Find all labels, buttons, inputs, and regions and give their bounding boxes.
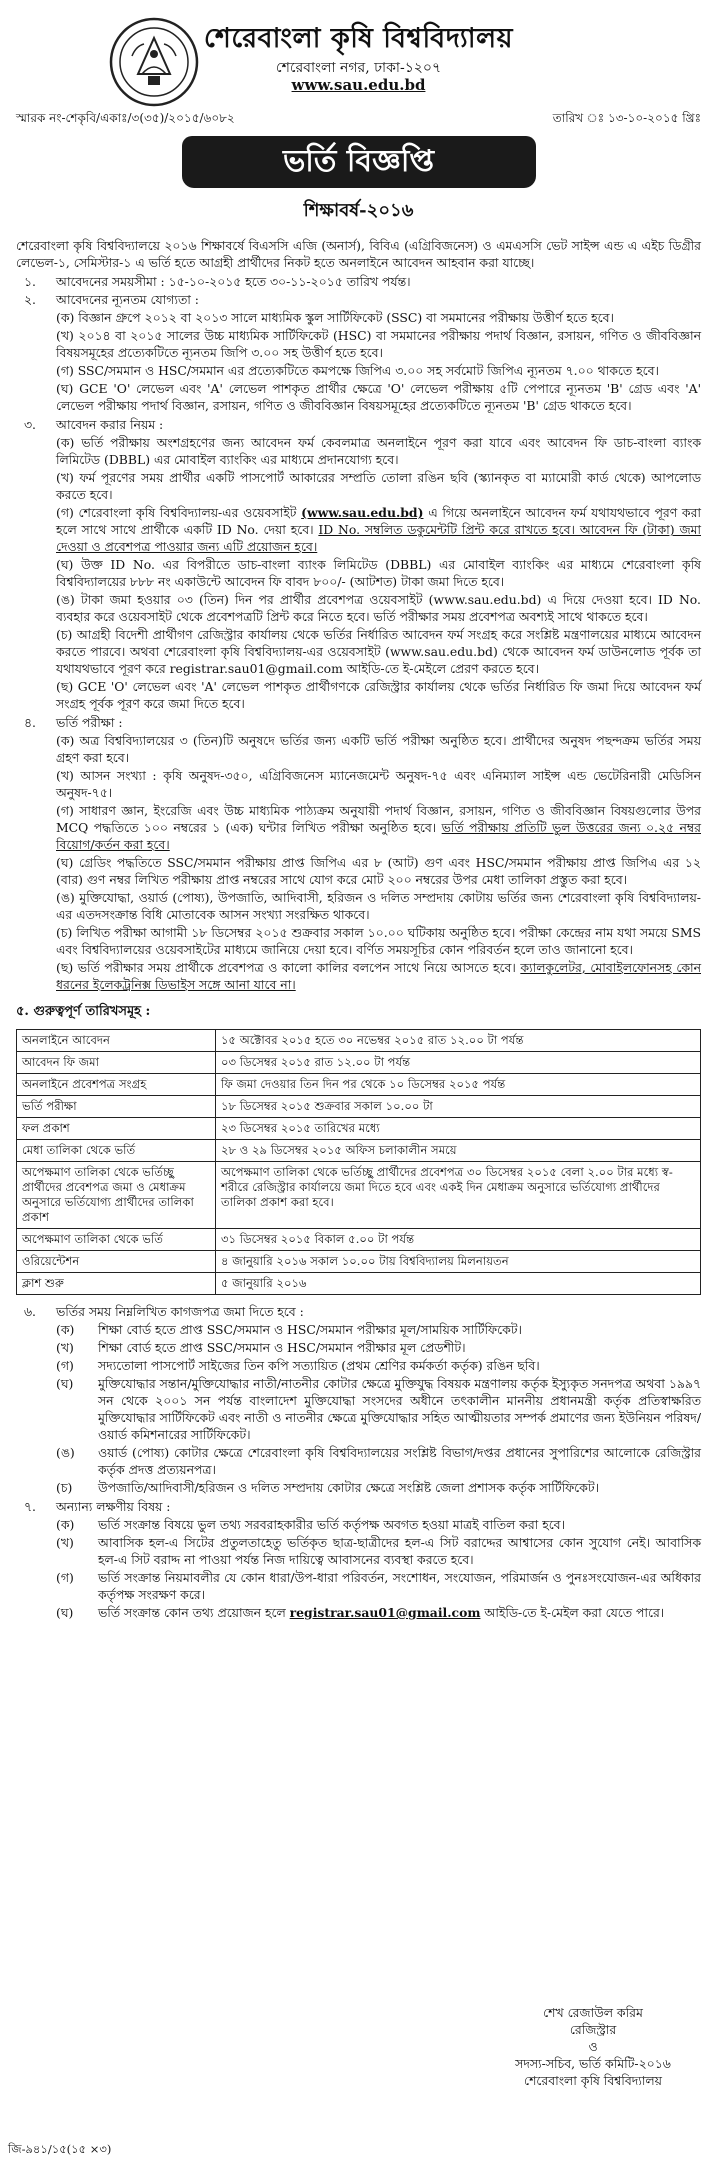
date-event-value: অপেক্ষমাণ তালিকা থেকে ভর্তিচ্ছু প্রার্থীদের প্রবেশপত্র ৩০ ডিসেম্বর ২০১৫ বেলা ২.০০ টার মধ্যে স্ব-শরীরে রেজিস্ট্রার কার্যালয়ে জমা দিতে হবে এবং একই দিন মেধাক্রম অনুসারে ভর্তিযোগ্য প্রার্থীদের তালিকা প্রকাশ করা হবে। — [216, 1162, 701, 1229]
list-item-text: উপজাতি/আদিবাসী/হরিজন ও দলিত সম্প্রদায় কোটার ক্ষেত্রে সংশ্লিষ্ট জেলা প্রশাসক কর্তৃক সার্টিফিকেট। — [98, 1480, 599, 1495]
important-dates-title: ৫. গুরুত্বপূর্ণ তারিখসমূহ : — [16, 1004, 151, 1019]
list-item-text: মুক্তিযোদ্ধার সন্তান/মুক্তিযোদ্ধার নাতী/নাতনীর কোটার ক্ষেত্রে মুক্তিযুদ্ধ বিষয়ক মন্ত্রণালয় কর্তৃক ইস্যুকৃত সনদপত্র অথবা ১৯৯৭ সন থেকে ২০০১ সন পর্যন্ত বাংলাদেশ মুক্তিযোদ্ধা সংসদের অধীনে তৎকালীন মাননীয় প্রধানমন্ত্রী কর্তৃক প্রতিস্বাক্ষরিত মুক্তিযোদ্ধার সার্টিফিকেট এবং নাতী ও নাতনীর ক্ষেত্রে মুক্তিযোদ্ধার সহিত আত্মীয়তার সম্পর্ক প্রমাণের জন্য ইউনিয়ন পরিষদ/ওয়ার্ড কমিশনারের সার্টিফিকেট। — [98, 1376, 702, 1442]
list-item — [56, 1516, 701, 1533]
list-item — [56, 1375, 701, 1443]
section-number: ৪. — [24, 715, 36, 730]
date-event-label: ওরিয়েন্টেশন — [17, 1251, 216, 1273]
list-item-text — [98, 1604, 701, 1621]
university-website-link[interactable]: www.sau.edu.bd — [291, 76, 426, 94]
section-title: আবেদনের ন্যূনতম যোগ্যতা : — [56, 292, 199, 307]
notice-title-banner: ভর্তি বিজ্ঞপ্তি — [182, 136, 536, 188]
list-item — [56, 1604, 701, 1621]
table-row — [17, 1074, 701, 1096]
exam-item — [56, 959, 701, 993]
exam-text: (গ) সাধারণ জ্ঞান, ইংরেজি এবং উচ্চ মাধ্যমিক পাঠ্যক্রম অনুযায়ী পদার্থ বিজ্ঞান, রসায়ন, গণিত ও জীববিজ্ঞান বিষয়গুলোর উপর MCQ পদ্ধতিতে ১০০ নম্বরের ১ (এক) ঘন্টার লিখিত পরীক্ষা অনুষ্ঠিত হবে। — [56, 803, 701, 835]
date-event-label: অপেক্ষমাণ তালিকা থেকে ভর্তিচ্ছু প্রার্থীদের প্রবেশপত্র জমা ও মেধাক্রম অনুসারে ভর্তিযোগ্য প্রার্থীদের তালিকা প্রকাশ — [17, 1162, 216, 1229]
date-event-value: ১৫ অক্টোবর ২০১৫ হতে ৩০ নভেম্বর ২০১৫ রাত ১২.০০ টা পর্যন্ত — [216, 1030, 701, 1052]
section-6 — [16, 1303, 701, 1497]
list-item-marker: (ক) — [56, 1517, 75, 1532]
date-event-label: অনলাইনে আবেদন — [17, 1030, 216, 1052]
date-event-label: ক্লাশ শুরু — [17, 1273, 216, 1295]
rule-text: (গ) শেরেবাংলা কৃষি বিশ্ববিদ্যালয়-এর ওয়েবসাইট — [56, 505, 302, 520]
section-number: ৭. — [24, 1499, 36, 1514]
university-name: শেরেবাংলা কৃষি বিশ্ববিদ্যালয় — [203, 23, 514, 54]
list-item-marker: (খ) — [56, 1340, 74, 1355]
date-event-label: আবেদন ফি জমা — [17, 1052, 216, 1074]
date-event-value: ২৮ ও ২৯ ডিসেম্বর ২০১৫ অফিস চলাকালীন সময়ে — [216, 1140, 701, 1162]
table-row — [17, 1030, 701, 1052]
signatory-and: ও — [588, 2039, 598, 2054]
table-row — [17, 1052, 701, 1074]
application-rule-item: (ক) ভর্তি পরীক্ষায় অংশগ্রহণের জন্য আবেদন ফর্ম কেবলমাত্র অনলাইনে পূরণ করা যাবে এবং আবেদন ফি ডাচ-বাংলা ব্যাংক লিমিটেড (DBBL) এর মোবাইল ব্যাংকিং এর মাধ্যমে প্রদানযোগ্য হবে। — [56, 435, 701, 467]
exam-item: (ঙ) মুক্তিযোদ্ধা, ওয়ার্ড (পোষ্য), উপজাতি, আদিবাসী, হরিজন ও দলিত সম্প্রদায় কোটায় ভর্তির জন্য শেরেবাংলা কৃষি বিশ্ববিদ্যালয়-এর এতদসংক্রান্ত বিধি মোতাবেক আসন সংখ্যা সংরক্ষিত থাকবে। — [56, 890, 701, 922]
date-event-label: অনলাইনে প্রবেশপত্র সংগ্রহ — [17, 1074, 216, 1096]
section-title: আবেদন করার নিয়ম : — [56, 417, 164, 432]
footer-reference: জি-৯৪১/১৫(১৫ ×৩) — [8, 2142, 112, 2156]
device-restriction-note: ক্যালকুলেটর, মোবাইলফোনসহ কোন ধরনের ইলেকট্রনিক্স ডিভাইস সঙ্গে আনা যাবে না। — [56, 960, 701, 992]
academic-session: শিক্ষাবর্ষ-২০১৬ — [303, 200, 414, 221]
rule-text: এ গিয়ে অনলাইনে আবেদন ফর্ম যথাযথভাবে পূরণ করা হলে সাথে সাথে প্রার্থীকে একটি ID No. দেয়া হবে। — [56, 505, 701, 537]
website-link[interactable]: (www.sau.edu.bd) — [301, 505, 424, 520]
section-number: ৬. — [24, 1304, 36, 1319]
list-item — [56, 1444, 701, 1478]
section-number: ১. — [24, 274, 36, 289]
list-item-text: ভর্তি সংক্রান্ত বিষয়ে ভুল তথ্য সরবরাহকারীর ভর্তি কর্তৃপক্ষ অবগত হওয়া মাত্রই বাতিল করা হবে। — [98, 1517, 566, 1532]
date-event-value: ০৩ ডিসেম্বর ২০১৫ রাত ১২.০০ টা পর্যন্ত — [216, 1052, 701, 1074]
application-rule-item: (ঘ) উক্ত ID No. এর বিপরীতে ডাচ-বাংলা ব্যাংক লিমিটেড (DBBL) এর মোবাইল ব্যাংকিং এর মাধ্যমে শেরেবাংলা কৃষি বিশ্ববিদ্যালয়ের ৮৮৮ নং একাউন্টে আবেদন ফি বাবদ ৮০০/- (আটশত) টাকা জমা দিতে হবে। — [56, 557, 701, 589]
application-rule-item: (ঙ) টাকা জমা হওয়ার ০৩ (তিন) দিন পর প্রার্থীর প্রবেশপত্র ওয়েবসাইট (www.sau.edu.bd) এ দিয়ে দেওয়া হবে। ID No. ব্যবহার করে ওয়েবসাইট থেকে প্রবেশপত্রটি প্রিন্ট করে নিতে হবে। ভর্তি পরীক্ষার সময় প্রবেশপত্র অবশ্যই সাথে থাকতে হবে। — [56, 592, 701, 624]
application-rule-item: (চ) আগ্রহী বিদেশী প্রার্থীগণ রেজিস্ট্রার কার্যালয় থেকে ভর্তির নির্ধারিত আবেদন ফর্ম সংগ্রহ করে সংশ্লিষ্ট মন্ত্রণালয়ের মাধ্যমে আবেদন করতে পারবে। অথবা শেরেবাংলা কৃষি বিশ্ববিদ্যালয়-এর ওয়েবসাইট (www.sau.edu.bd) থেকে আবেদন ফর্ম ডাউনলোড পূর্বক তা যথাযথভাবে পূরণ করে registrar.sau01@gmail.com আইডি-তে ই-মেইলে প্রেরণ করতে হবে। — [56, 627, 701, 676]
eligibility-item: (ক) বিজ্ঞান গ্রুপে ২০১২ বা ২০১৩ সালে মাধ্যমিক স্কুল সার্টিফিকেট (SSC) বা সমমানের পরীক্ষায় উত্তীর্ণ হতে হবে। — [56, 310, 614, 325]
list-item — [56, 1357, 701, 1374]
eligibility-item: (গ) SSC/সমমান ও HSC/সমমান এর প্রত্যেকটিতে কমপক্ষে জিপিএ ৩.০০ সহ সর্বমোট জিপিএ ন্যূনতম ৭.০০ থাকতে হবে। — [56, 363, 659, 378]
date-event-value: ফি জমা দেওয়ার তিন দিন পর থেকে ১০ ডিসেম্বর ২০১৫ পর্যন্ত — [216, 1074, 701, 1096]
list-item-marker: (চ) — [56, 1480, 73, 1495]
table-row — [17, 1118, 701, 1140]
date-event-value: ২৩ ডিসেম্বর ২০১৫ তারিখের মধ্যে — [216, 1118, 701, 1140]
application-rule-item: (খ) ফর্ম পূরণের সময় প্রার্থীর একটি পাসপোর্ট আকারের সম্প্রতি তোলা রঙিন ছবি (স্ক্যানকৃত বা ম্যামোরী কার্ড থেকে) আপলোড করতে হবে। — [56, 470, 701, 502]
section-1 — [16, 273, 701, 290]
list-item-text: ভর্তি সংক্রান্ত নিয়মাবলীর যে কোন ধারা/উপ-ধারা পরিবর্তন, সংশোধন, সংযোজন, পরিমার্জন ও পুনঃসংযোজন-এর অধিকার কর্তৃপক্ষ সংরক্ষণ করে। — [98, 1570, 701, 1602]
section-7 — [16, 1498, 701, 1622]
list-item-text: ওয়ার্ড (পোষ্য) কোটার ক্ষেত্রে শেরেবাংলা কৃষি বিশ্ববিদ্যালয়ের সংশ্লিষ্ট বিভাগ/দপ্তর প্রধানের সুপারিশের আলোকে রেজিস্ট্রার কর্তৃক প্রদত্ত প্রত্যয়নপত্র। — [98, 1445, 701, 1477]
table-row — [17, 1140, 701, 1162]
rule-text-underlined: ID No. সম্বলিত ডকুমেন্টটি প্রিন্ট করে রাখতে হবে। আবেদন ফি (টাকা) জমা দেওয়া ও প্রবেশপত্র পাওয়ার জন্য এটি প্রয়োজন হবে। — [56, 522, 701, 554]
section-2 — [16, 291, 701, 415]
exam-text: (ছ) ভর্তি পরীক্ষার সময় প্রার্থীকে প্রবেশপত্র ও কালো কালির বলপেন সাথে নিয়ে আসতে হবে। — [56, 960, 521, 975]
eligibility-item: (খ) ২০১৪ বা ২০১৫ সালের উচ্চ মাধ্যমিক সার্টিফিকেট (HSC) বা সমমানের পরীক্ষায় পদার্থ বিজ্ঞান, রসায়ন, গণিত ও জীববিজ্ঞান বিষয়সমূহের প্রত্যেকটিতে ন্যূনতম জিপি ৩.০০ সহ উত্তীর্ণ হতে হবে। — [56, 328, 701, 360]
section-title: ভর্তি পরীক্ষা : — [56, 715, 123, 730]
application-period: আবেদনের সময়সীমা : ১৫-১০-২০১৫ হতে ৩০-১১-২০১৫ তারিখ পর্যন্ত। — [56, 274, 411, 289]
memo-number: স্মারক নং-শেকৃবি/একাঃ/৩(৩৫)/২০১৫/৬০৮২ — [16, 111, 235, 125]
exam-item: (চ) লিখিত পরীক্ষা আগামী ১৮ ডিসেম্বর ২০১৫ শুক্রবার সকাল ১০.০০ ঘটিকায় অনুষ্ঠিত হবে। পরীক্ষা কেন্দ্রের নাম যথা সময়ে SMS এবং বিশ্ববিদ্যালয়ের ওয়েবসাইটের মাধ্যমে জানিয়ে দেয়া হবে। বর্ণিত সময়সূচির কোন পরিবর্তন হলে তাও জানানো হবে। — [56, 925, 701, 957]
notice-date: তারিখ ঃ ১৩-১০-২০১৫ খ্রিঃ — [552, 111, 701, 125]
list-item-text: শিক্ষা বোর্ড হতে প্রাপ্ত SSC/সমমান ও HSC/সমমান পরীক্ষার মূল/সাময়িক সার্টিফিকেট। — [98, 1322, 522, 1337]
date-event-value: ৫ জানুয়ারি ২০১৬ — [216, 1273, 701, 1295]
signatory-title: রেজিস্ট্রার — [569, 2022, 617, 2037]
important-dates-table — [16, 1029, 701, 1295]
application-rule-item: (ছ) GCE 'O' লেভেল এবং 'A' লেভেল পাশকৃত প্রার্থীগণকে রেজিস্ট্রার কার্যালয় থেকে ভর্তির নির্ধারিত ফি জমা দিয়ে আবেদন ফর্ম সংগ্রহ পূর্বক পূরণ করে জমা দিতে হবে। — [56, 679, 701, 711]
university-address: শেরেবাংলা নগর, ঢাকা-১২০৭ — [275, 60, 442, 76]
list-item-text: সদ্যতোলা পাসপোর্ট সাইজের তিন কপি সত্যায়িত (প্রথম শ্রেণির কর্মকর্তা কর্তৃক) রঙিন ছবি। — [98, 1358, 540, 1373]
date-event-value: ৩১ ডিসেম্বর ২০১৫ বিকাল ৫.০০ টা পর্যন্ত — [216, 1229, 701, 1251]
contact-text: আইডি-তে ই-মেইল করা যেতে পারে। — [480, 1605, 665, 1620]
table-row — [17, 1229, 701, 1251]
exam-item: (ক) অত্র বিশ্ববিদ্যালয়ের ৩ (তিন)টি অনুষদে ভর্তির জন্য একটি ভর্তি পরীক্ষা অনুষ্ঠিত হবে। প্রার্থীদের অনুষদ পছন্দক্রম ভর্তির সময় গ্রহণ করা হবে। — [56, 733, 701, 765]
section-number: ৩. — [24, 417, 36, 432]
section-title: ভর্তির সময় নিম্নলিখিত কাগজপত্র জমা দিতে হবে : — [56, 1304, 304, 1319]
date-event-label: ফল প্রকাশ — [17, 1118, 216, 1140]
date-event-label: অপেক্ষমাণ তালিকা থেকে ভর্তি — [17, 1229, 216, 1251]
exam-item: (ঘ) গ্রেডিং পদ্ধতিতে SSC/সমমান পরীক্ষায় প্রাপ্ত জিপিএ এর ৮ (আট) গুণ এবং HSC/সমমান পরীক্ষায় প্রাপ্ত জিপিএ এর ১২ (বার) গুণ নম্বর লিখিত পরীক্ষায় প্রাপ্ত নম্বরের সাথে যোগ করে মোট ২০০ নম্বরের উপর মেধা তালিকা প্রস্তুত করা হবে। — [56, 855, 701, 887]
list-item-text: আবাসিক হল-এ সিটের প্রতুলতাহেতু ভর্তিকৃত ছাত্র-ছাত্রীদের হল-এ সিট বরাদ্দের আশ্বাসের কোন সুযোগ নেই। আবাসিক হল-এ সিট বরাদ্দ না পাওয়া পর্যন্ত নিজ দায়িত্বে আবাসনের ব্যবস্থা করতে হবে। — [98, 1535, 701, 1567]
list-item-text: শিক্ষা বোর্ড হতে প্রাপ্ত SSC/সমমান ও HSC/সমমান পরীক্ষার মূল প্রেডশীট। — [98, 1340, 466, 1355]
table-row — [17, 1162, 701, 1229]
table-row — [17, 1273, 701, 1295]
list-item-marker: (ঙ) — [56, 1445, 75, 1460]
table-row — [17, 1096, 701, 1118]
notice-header — [16, 14, 701, 132]
contact-text: ভর্তি সংক্রান্ত কোন তথ্য প্রয়োজন হলে — [98, 1605, 290, 1620]
registrar-email-link[interactable]: registrar.sau01@gmail.com — [289, 1605, 481, 1620]
date-event-value: ১৮ ডিসেম্বর ২০১৫ শুক্রবার সকাল ১০.০০ টা — [216, 1096, 701, 1118]
signatory-role: সদস্য-সচিব, ভর্তি কমিটি-২০১৬ — [515, 2056, 671, 2071]
eligibility-item: (ঘ) GCE 'O' লেভেল এবং 'A' লেভেল পাশকৃত প্রার্থীর ক্ষেত্রে 'O' লেভেল পরীক্ষায় ৫টি পেপারে ন্যূনতম 'B' গ্রেড এবং 'A' লেভেল পরীক্ষায় পদার্থ বিজ্ঞান, রসায়ন, গণিত ও জীববিজ্ঞান বিষয়সমূহের প্রত্যেকটিতে ন্যূনতম 'B' গ্রেড থাকতে হবে। — [56, 381, 701, 413]
date-event-label: ভর্তি পরীক্ষা — [17, 1096, 216, 1118]
exam-item: (খ) আসন সংখ্যা : কৃষি অনুষদ-৩৫০, এগ্রিবিজনেস ম্যানেজমেন্ট অনুষদ-৭৫ এবং এনিম্যাল সাইন্স এন্ড ভেটেরিনারী মেডিসিন অনুষদ-৭৫। — [56, 768, 701, 800]
list-item-marker: (ক) — [56, 1322, 75, 1337]
section-number: ২. — [24, 292, 36, 307]
section-3 — [16, 416, 701, 713]
date-event-label: মেধা তালিকা থেকে ভর্তি — [17, 1140, 216, 1162]
list-item — [56, 1479, 701, 1496]
section-title: অন্যান্য লক্ষণীয় বিষয় : — [56, 1499, 171, 1514]
list-item-marker: (ঘ) — [56, 1605, 74, 1620]
list-item-marker: (গ) — [56, 1570, 74, 1585]
list-item — [56, 1321, 701, 1338]
intro-paragraph: শেরেবাংলা কৃষি বিশ্ববিদ্যালয়ে ২০১৬ শিক্ষাবর্ষে বিএসসি এজি (অনার্স), বিবিএ (এগ্রিবিজনেস) ও এমএসসি ভেট সাইন্স এন্ড এ এইচ ডিগ্রীর লেভেল-১, সেমিস্টার-১ এ ভর্তি হতে আগ্রহী প্রার্থীদের নিকট হতে অনলাইনে আবেদন আহবান করা যাচ্ছে। — [16, 238, 701, 270]
date-event-value: ৪ জানুয়ারি ২০১৬ সকাল ১০.০০ টায় বিশ্ববিদ্যালয় মিলনায়তন — [216, 1251, 701, 1273]
signatory-organization: শেরেবাংলা কৃষি বিশ্ববিদ্যালয় — [524, 2073, 662, 2088]
application-rule-item — [56, 504, 701, 555]
list-item-marker: (ঘ) — [56, 1376, 74, 1391]
table-row — [17, 1251, 701, 1273]
negative-marking-note: ভর্তি পরীক্ষায় প্রতিটি ভুল উত্তরের জন্য ০.২৫ নম্বর বিয়োগ/কর্তন করা হবে। — [56, 820, 701, 852]
exam-item — [56, 802, 701, 853]
signatory-name: শেখ রেজাউল করিম — [543, 2005, 643, 2020]
list-item-marker: (খ) — [56, 1535, 74, 1550]
signature-block — [484, 2004, 702, 2089]
list-item-marker: (গ) — [56, 1358, 74, 1373]
list-item — [56, 1339, 701, 1356]
section-4 — [16, 714, 701, 994]
list-item — [56, 1534, 701, 1568]
list-item — [56, 1569, 701, 1603]
